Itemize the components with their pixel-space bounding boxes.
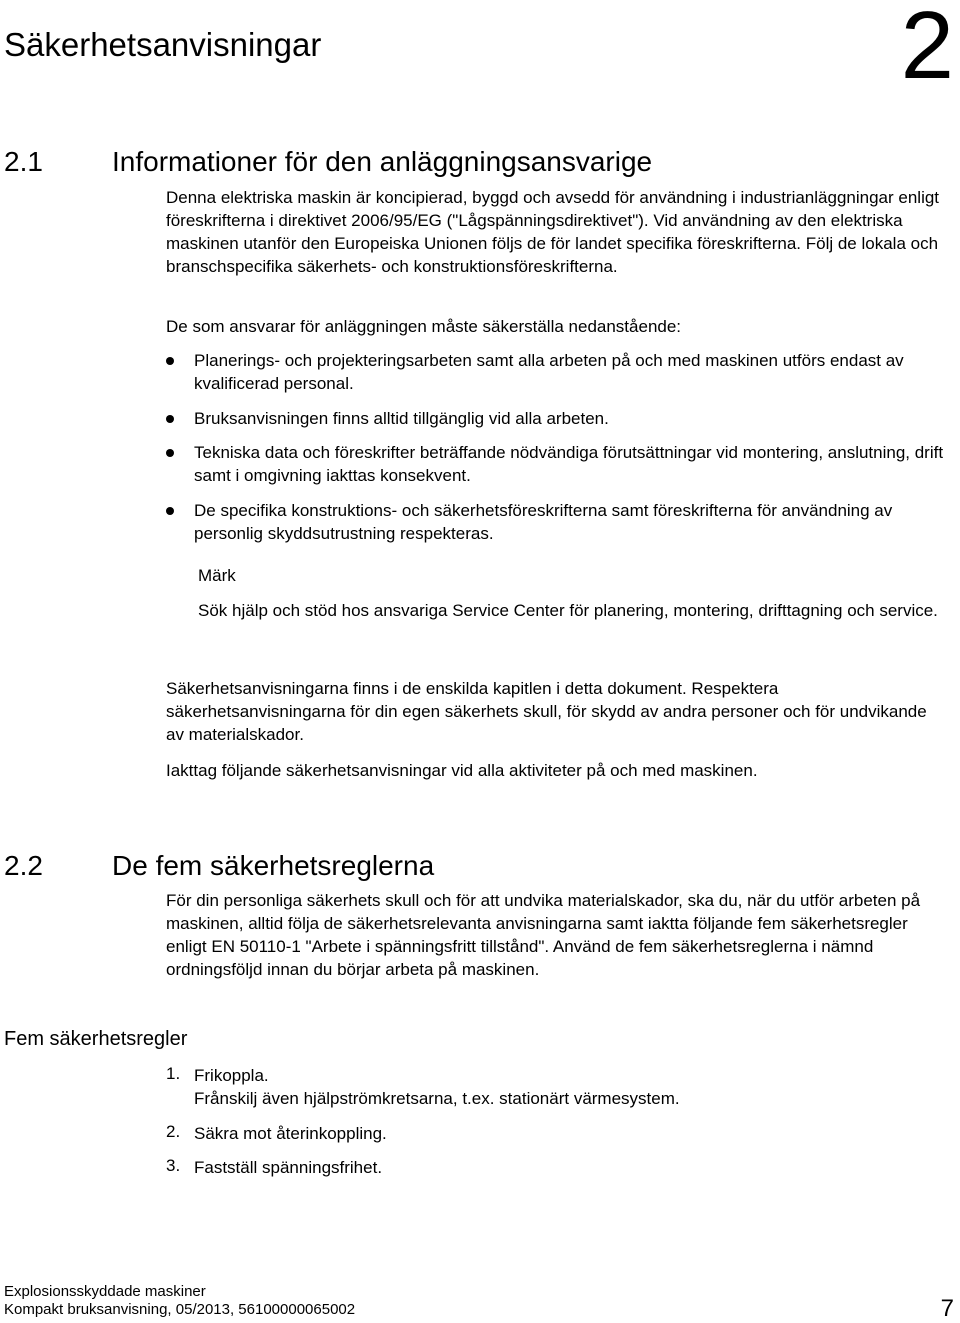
note-text: Sök hjälp och stöd hos ansvariga Service Center för planering, montering, drifttagning och service. xyxy=(198,601,938,620)
chapter-number: 2 xyxy=(900,0,954,99)
intro-paragraph: Denna elektriska maskin är koncipierad, byggd och avsedd för användning i industrianläggningar enligt föreskrifterna i direktivet 2006/95/EG ("Lågspänningsdirektivet"). Vid användning av den elektriska maskinen utanför den Europeiska Unionen följs de för landet specifika föreskrifterna. Följ de lokala och branschspecifika säkerhets- och konstruktionsföreskrifterna. xyxy=(166,188,940,276)
page-number: 7 xyxy=(940,1295,954,1322)
section-title: Informationer för den anläggningsansvarige xyxy=(112,146,653,177)
bullet-icon xyxy=(166,507,174,515)
list-item-subtext: Frånskilj även hjälpströmkretsarna, t.ex. stationärt värmesystem. xyxy=(194,1089,680,1108)
list-item-number: 3. xyxy=(166,1156,181,1175)
bullet-icon xyxy=(166,449,174,457)
responsibility-paragraph: De som ansvarar för anläggningen måste säkerställa nedanstående: xyxy=(166,317,682,336)
footer-title: Explosionsskyddade maskiner xyxy=(4,1283,206,1300)
safety-paragraph: Säkerhetsanvisningarna finns i de enskilda kapitlen i detta dokument. Respektera säkerhetsanvisningarna för din egen säkerhets skull, för skydd av andra personer och för undvikande av materialskador. xyxy=(166,679,927,744)
rules-intro-paragraph: För din personliga säkerhets skull och för att undvika materialskador, ska du, när du utför arbeten på maskinen, alltid följa de säkerhetsrelevanta anvisningarna samt iaktta följande fem säkerhetsregler enligt EN 50110-1 "Arbete i spänningsfritt tillstånd". Använd de fem säkerhetsreglerna i nämnd ordningsföljd innan du börjar arbeta på maskinen. xyxy=(166,891,921,979)
list-item-text: Säkra mot återinkoppling. xyxy=(194,1124,387,1143)
list-item-number: 2. xyxy=(166,1122,181,1141)
observe-paragraph: Iakttag följande säkerhetsanvisningar vid alla aktiviteter på och med maskinen. xyxy=(166,761,758,780)
section-number: 2.1 xyxy=(4,146,43,177)
list-item-number: 1. xyxy=(166,1064,181,1083)
chapter-title: Säkerhetsanvisningar xyxy=(4,26,322,63)
list-item-text: Tekniska data och föreskrifter beträffande nödvändiga förutsättningar vid montering, anslutning, drift samt i omgivning iakttas konsekvent. xyxy=(194,443,944,485)
section-title: De fem säkerhetsreglerna xyxy=(112,850,435,881)
note-label: Märk xyxy=(198,566,236,585)
bullet-icon xyxy=(166,357,174,365)
list-item-text: Planerings- och projekteringsarbeten samt alla arbeten på och med maskinen utförs endast av kvalificerad personal. xyxy=(194,351,904,393)
list-item-text: Fastställ spänningsfrihet. xyxy=(194,1158,383,1177)
footer-document: Kompakt bruksanvisning, 05/2013, 56100000065002 xyxy=(4,1301,356,1318)
bullet-icon xyxy=(166,415,174,423)
side-heading: Fem säkerhetsregler xyxy=(4,1028,188,1050)
list-item-text: Bruksanvisningen finns alltid tillgänglig vid alla arbeten. xyxy=(194,409,609,428)
list-item-text: De specifika konstruktions- och säkerhetsföreskrifterna samt föreskrifterna för användning av personlig skyddsutrustning respekteras. xyxy=(194,501,893,543)
section-number: 2.2 xyxy=(4,850,43,881)
list-item-text: Frikoppla. xyxy=(194,1066,269,1085)
